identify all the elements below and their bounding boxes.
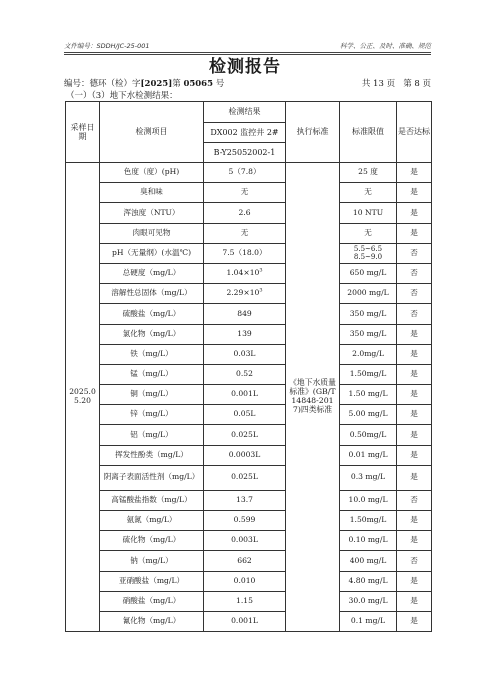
- table-row: [66, 465, 432, 490]
- test-result: 0.05L: [204, 405, 286, 425]
- standard-limit: 5.00 mg/L: [340, 405, 397, 425]
- compliance-flag: 是: [397, 591, 432, 611]
- test-item: 铜（mg/L）: [100, 385, 204, 405]
- header-monitoring-point: DX002 监控井 2#: [204, 123, 286, 143]
- test-item: 氯化物（mg/L）: [100, 324, 204, 344]
- compliance-flag: 是: [397, 324, 432, 344]
- table-row: [66, 611, 432, 631]
- test-result: 0.0003L: [204, 445, 286, 465]
- compliance-flag: 否: [397, 243, 432, 263]
- compliance-flag: 是: [397, 611, 432, 631]
- test-item: 锰（mg/L）: [100, 364, 204, 384]
- table-row: [66, 425, 432, 445]
- limit-range-high: 8.5~9.0: [353, 253, 383, 262]
- table-row: [66, 385, 432, 405]
- result-exponent: 3: [259, 267, 263, 274]
- table-row: [66, 405, 432, 425]
- standard-limit: [340, 243, 397, 263]
- test-result: 0.52: [204, 364, 286, 384]
- test-result: [204, 263, 286, 283]
- standard-limit: 1.50mg/L: [340, 364, 397, 384]
- table-row: [66, 344, 432, 364]
- table-row: [66, 243, 432, 263]
- standard-reference: 《地下水质量标准》(GB/T14848-2017)四类标准: [286, 163, 340, 632]
- test-item: 钠（mg/L）: [100, 551, 204, 571]
- test-item: 挥发性酚类（mg/L）: [100, 445, 204, 465]
- page-current: 第 8 页: [403, 79, 431, 89]
- groundwater-results-table: [65, 101, 432, 632]
- table-row: [66, 364, 432, 384]
- header-sampling-date: 采样日期: [66, 102, 100, 163]
- report-number-line: [64, 77, 431, 89]
- standard-limit: 0.01 mg/L: [340, 445, 397, 465]
- result-exponent: 3: [259, 287, 263, 294]
- test-item: 硝酸盐（mg/L）: [100, 591, 204, 611]
- report-title: 检测报告: [209, 57, 281, 77]
- test-item: 锌（mg/L）: [100, 405, 204, 425]
- sampling-date: 2025.05.20: [66, 163, 100, 632]
- compliance-flag: 是: [397, 465, 432, 490]
- compliance-flag: 是: [397, 183, 432, 203]
- test-result: 7.5（18.0）: [204, 243, 286, 263]
- test-item: 亚硝酸盐（mg/L）: [100, 571, 204, 591]
- header-motto: 科学、公正、及时、准确、规范: [340, 42, 431, 50]
- standard-limit: 0.50mg/L: [340, 425, 397, 445]
- test-result: [204, 284, 286, 304]
- test-item: 总硬度（mg/L）: [100, 263, 204, 283]
- test-item: 肉眼可见物: [100, 223, 204, 243]
- test-result: 0.010: [204, 571, 286, 591]
- standard-limit: 650 mg/L: [340, 263, 397, 283]
- test-result: 2.6: [204, 203, 286, 223]
- standard-limit: 0.1 mg/L: [340, 611, 397, 631]
- test-item: 铝（mg/L）: [100, 425, 204, 445]
- compliance-flag: 否: [397, 551, 432, 571]
- report-number-suffix: 号: [215, 79, 225, 89]
- table-row: [66, 445, 432, 465]
- compliance-flag: 是: [397, 344, 432, 364]
- test-result: 0.001L: [204, 611, 286, 631]
- test-item: 铁（mg/L）: [100, 344, 204, 364]
- page-header: [64, 41, 431, 50]
- compliance-flag: 是: [397, 163, 432, 183]
- standard-limit: 2.0mg/L: [340, 344, 397, 364]
- standard-limit: 25 度: [340, 163, 397, 183]
- standard-limit: 10 NTU: [340, 203, 397, 223]
- header-test-item: 检测项目: [100, 102, 204, 163]
- standard-limit: 0.10 mg/L: [340, 531, 397, 551]
- compliance-flag: 是: [397, 385, 432, 405]
- test-result: 无: [204, 223, 286, 243]
- test-item: pH（无量纲）(水温℃): [100, 243, 204, 263]
- limit-range-low: 5.5~6.5: [353, 245, 383, 254]
- standard-limit: 无: [340, 183, 397, 203]
- header-limit: 标准限值: [340, 102, 397, 163]
- standard-limit: 2000 mg/L: [340, 284, 397, 304]
- test-result: 13.7: [204, 490, 286, 510]
- table-row: [66, 531, 432, 551]
- test-result: 849: [204, 304, 286, 324]
- test-result: 0.025L: [204, 425, 286, 445]
- test-result: 0.03L: [204, 344, 286, 364]
- compliance-flag: 否: [397, 284, 432, 304]
- table-row: [66, 263, 432, 283]
- test-item: 阴离子表面活性剂（mg/L）: [100, 465, 204, 490]
- report-number-value: 05065: [183, 79, 214, 89]
- standard-limit: 400 mg/L: [340, 551, 397, 571]
- report-number-year: [2025]: [140, 79, 173, 89]
- compliance-flag: 否: [397, 490, 432, 510]
- test-item: 臭和味: [100, 183, 204, 203]
- standard-limit: 1.50 mg/L: [340, 385, 397, 405]
- standard-limit: 无: [340, 223, 397, 243]
- compliance-flag: 是: [397, 571, 432, 591]
- compliance-flag: 是: [397, 203, 432, 223]
- compliance-flag: 是: [397, 405, 432, 425]
- table-row: [66, 163, 432, 183]
- report-number-prefix: 编号：德环（检）字: [64, 79, 141, 89]
- test-result: 5（7.8）: [204, 163, 286, 183]
- header-standard: 执行标准: [286, 102, 340, 163]
- header-sample-id: B-Y25052002-1: [204, 143, 286, 163]
- compliance-flag: 是: [397, 531, 432, 551]
- compliance-flag: 是: [397, 445, 432, 465]
- table-row: [66, 324, 432, 344]
- test-result: 1.15: [204, 591, 286, 611]
- standard-limit: 4.80 mg/L: [340, 571, 397, 591]
- compliance-flag: 否: [397, 263, 432, 283]
- test-result: 0.003L: [204, 531, 286, 551]
- test-result: 0.001L: [204, 385, 286, 405]
- header-compliance: 是否达标: [397, 102, 432, 163]
- test-item: 氰化物（mg/L）: [100, 611, 204, 631]
- table-row: [66, 490, 432, 510]
- table-row: [66, 223, 432, 243]
- compliance-flag: 是: [397, 364, 432, 384]
- test-item: 溶解性总固体（mg/L）: [100, 284, 204, 304]
- section-title: （一）（3）地下水检测结果：: [66, 91, 178, 101]
- header-result: 检测结果: [204, 102, 286, 123]
- test-item: 硫化物（mg/L）: [100, 531, 204, 551]
- table-row: [66, 304, 432, 324]
- test-item: 色度（度）(pH): [100, 163, 204, 183]
- file-number: 文件编号：SDDH/JC-25-001: [64, 42, 150, 50]
- test-result: 139: [204, 324, 286, 344]
- compliance-flag: 是: [397, 511, 432, 531]
- test-item: 氨氮（mg/L）: [100, 511, 204, 531]
- standard-limit: 350 mg/L: [340, 324, 397, 344]
- results-body: [66, 163, 432, 632]
- test-result: 0.025L: [204, 465, 286, 490]
- table-row: [66, 284, 432, 304]
- standard-limit: 350 mg/L: [340, 304, 397, 324]
- compliance-flag: 否: [397, 304, 432, 324]
- standard-limit: 30.0 mg/L: [340, 591, 397, 611]
- compliance-flag: 是: [397, 223, 432, 243]
- table-row: [66, 551, 432, 571]
- result-value: 2.29×10: [226, 288, 260, 298]
- table-row: [66, 591, 432, 611]
- test-item: 浑浊度（NTU）: [100, 203, 204, 223]
- standard-limit: 1.50mg/L: [340, 511, 397, 531]
- standard-limit: 10.0 mg/L: [340, 490, 397, 510]
- standard-limit: 0.3 mg/L: [340, 465, 397, 490]
- table-row: [66, 183, 432, 203]
- report-number: [64, 77, 224, 89]
- test-result: 662: [204, 551, 286, 571]
- report-number-mid: 第: [172, 79, 181, 89]
- table-row: [66, 511, 432, 531]
- result-value: 1.04×10: [226, 268, 260, 278]
- test-result: 0.599: [204, 511, 286, 531]
- table-row: [66, 203, 432, 223]
- page-count: [362, 77, 431, 89]
- test-item: 高锰酸盐指数（mg/L）: [100, 490, 204, 510]
- test-item: 硫酸盐（mg/L）: [100, 304, 204, 324]
- table-row: [66, 571, 432, 591]
- compliance-flag: 是: [397, 425, 432, 445]
- test-result: 无: [204, 183, 286, 203]
- pages-total: 共 13 页: [361, 79, 396, 89]
